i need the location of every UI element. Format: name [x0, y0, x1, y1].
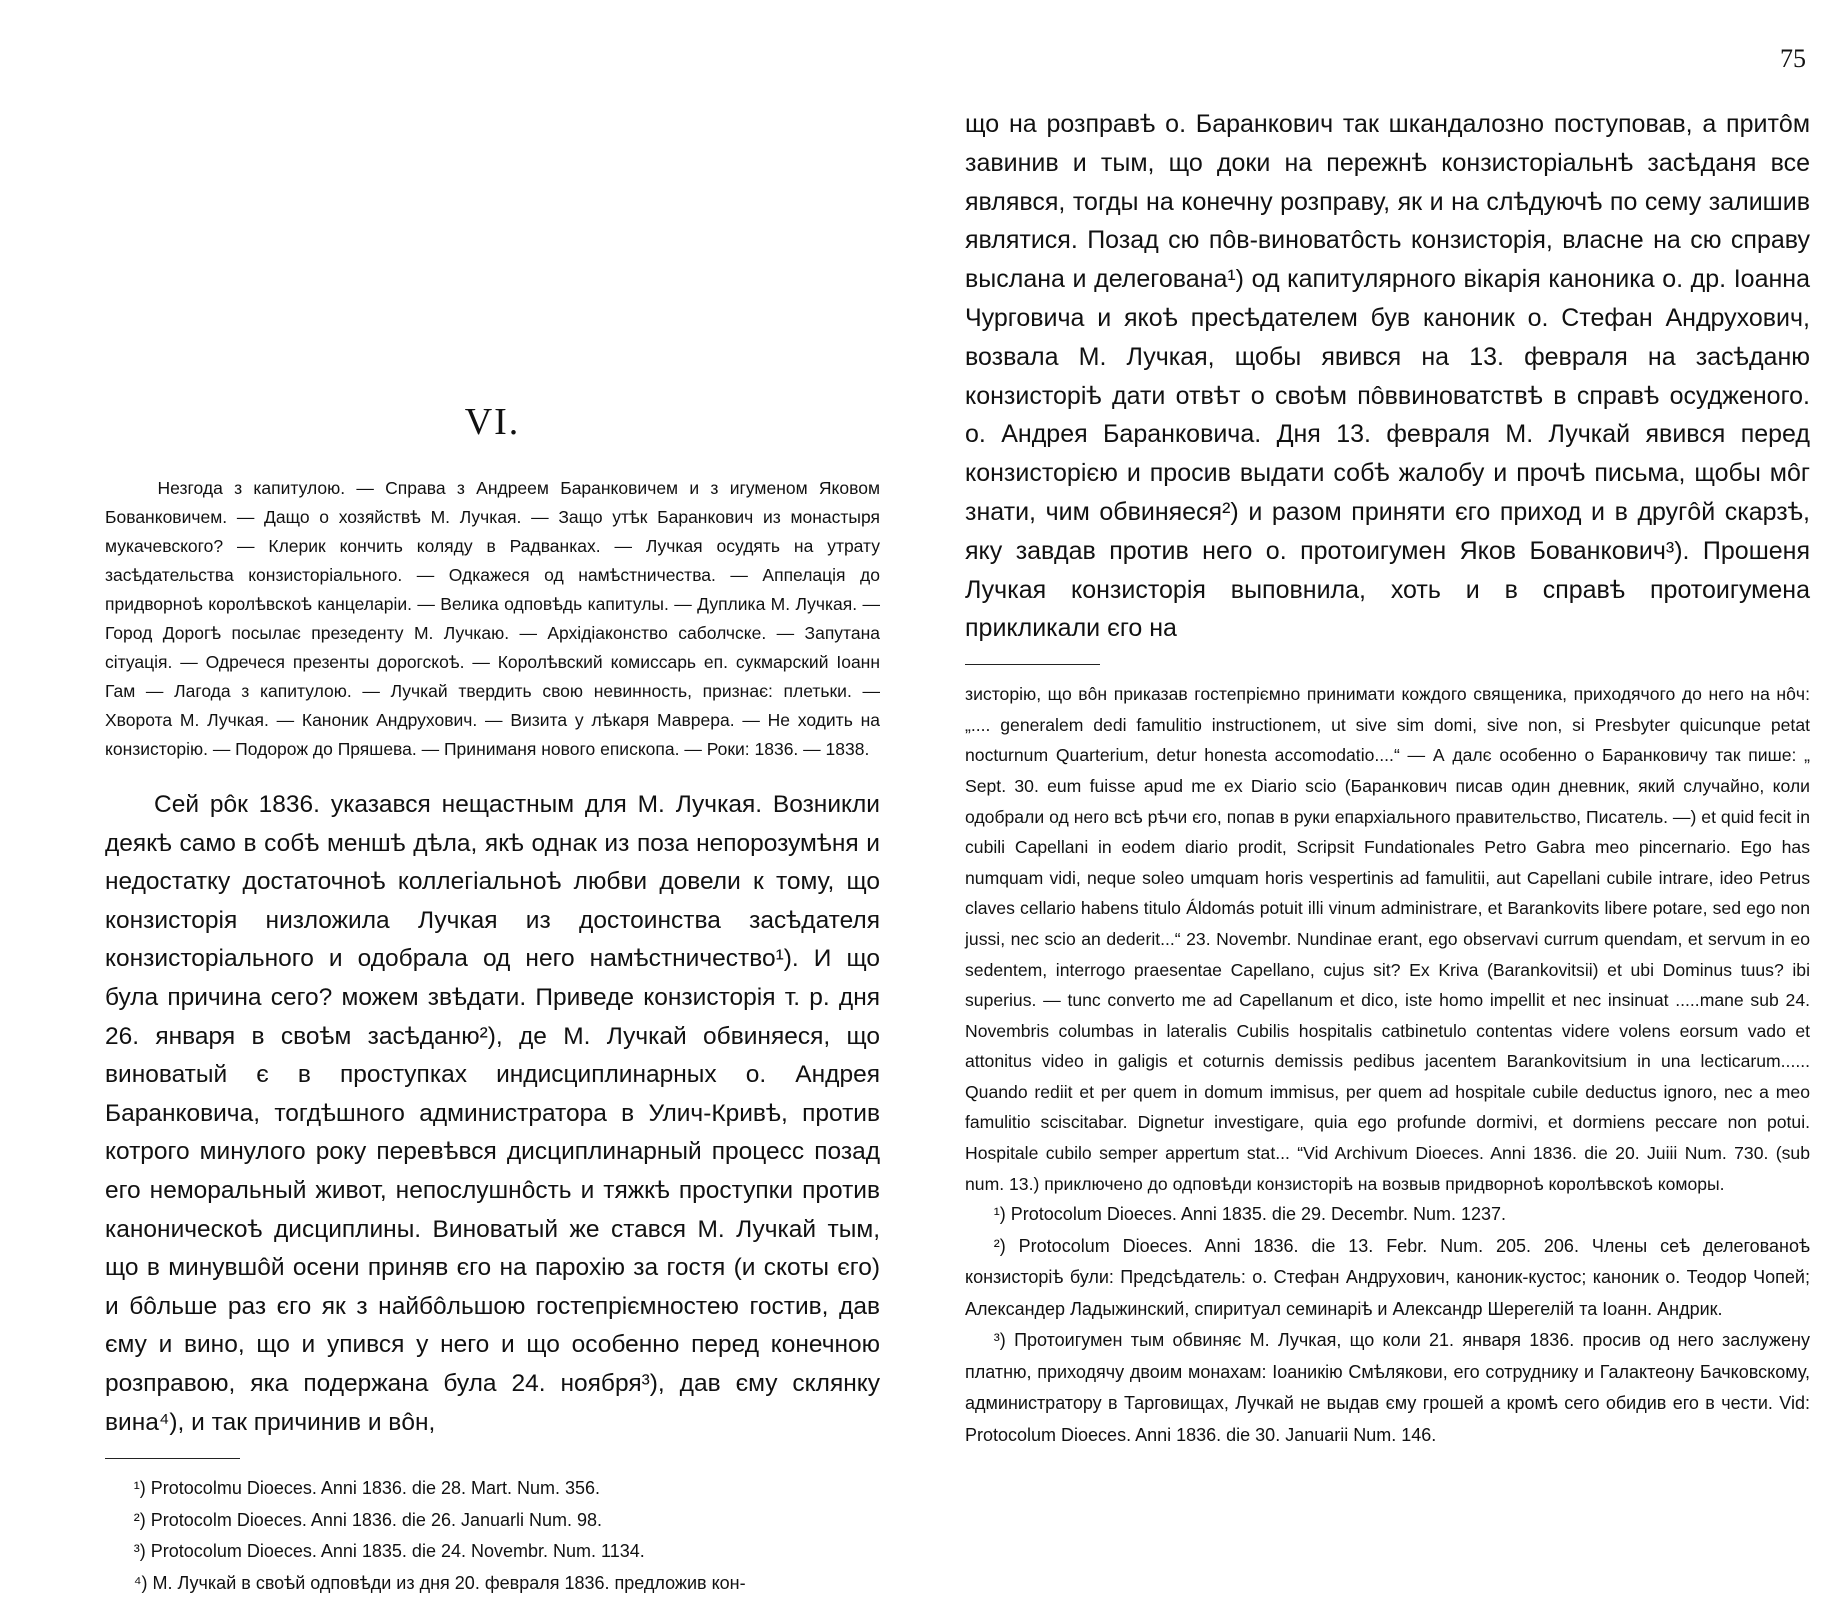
right-footnotes — [965, 1199, 1810, 1451]
footnote-divider — [965, 664, 1100, 665]
right-body-text: що на розправѣ о. Баранкович так шкандалозно поступовав, а притôм завинив и тым, що доки на пережнѣ конзисторіальнѣ засѣданя все являвся, тогды на конечну розправу, як и на слѣдуючѣ по сему залишив являтися. Позад сю пôв-виноватôсть конзисторія, власне на сю справу выслана и делегована¹) од капитулярного вікарія каноника о. др. Іоанна Чурговича и якоѣ пресѣдателем був каноник о. Стефан Андрухович, возвала М. Лучкая, щобы явився на 13. февраля на засѣданю конзисторіѣ дати отвѣт о своѣм пôввиноватствѣ в справѣ осудженого. о. Андрея Баранковича. Дня 13. февраля М. Лучкай явився перед конзисторією и просив выдати собѣ жалобу и прочѣ письма, щобы мôг знати, чим обвиняеся²) и разом приняти єго приход и в другôй скарзѣ, яку завдав против него о. протоигумен Яков Бованкович³). Прошеня Лучкая конзисторія выповнила, хоть и в справѣ протоигумена прикликали єго на — [965, 110, 1810, 643]
footnote: ²) Protocolum Dioeces. Anni 1836. die 13. Febr. Num. 205. 206. Члены сеѣ делегованоѣ конзисторіѣ були: Предсѣдатель: о. Стефан Андрухович, каноник-кустос; каноник о. Теодор Чопей; Александер Ладыжинский, спиритуал семинаріѣ и Александр Шерегелій та Іоанн. Андрик. — [965, 1235, 1810, 1319]
right-column — [965, 105, 1810, 1451]
left-footnotes — [105, 1473, 880, 1599]
chapter-summary: Незгода з капитулою. — Справа з Андреем Баранковичем и з игуменом Яковом Бованковичем. — Дащо о хозяйствѣ М. Лучкая. — Защо утѣк Баранкович из монастыря мукачевского? — Клерик кончить коляду в Радванках. — Лучкая осудять на утрату засѣдательства конзисторіального. — Одкажеся од намѣстничества. — Аппелація до придворноѣ королѣвскоѣ канцеларіи. — Велика одповѣдь капитулы. — Дуплика М. Лучкая. — Город Дорогѣ посылає презеденту М. Лучкаю. — Архідіаконство саболчске. — Запутана сітуація. — Одречеся презенты дорогскоѣ. — Королѣвский комиссарь еп. сукмарский Іоанн Гам — Лагода з капитулою. — Лучкай твердить свою невинность, признає: плетьки. — Хворота М. Лучкая. — Каноник Андрухович. — Визита у лѣкаря Маврера. — Не ходить на конзисторію. — Подорож до Пряшева. — Приниманя нового епископа. — Роки: 1836. — 1838. — [105, 478, 880, 759]
footnote: ³) Protocolum Dioeces. Anni 1835. die 24. Novembr. Num. 1134. — [133, 1541, 645, 1562]
left-column — [105, 80, 880, 1599]
footnote-divider — [105, 1458, 240, 1459]
chapter-number: VI. — [464, 401, 521, 443]
footnote: ¹) Protocolmu Dioeces. Anni 1836. die 28. Mart. Num. 356. — [133, 1478, 601, 1499]
footnote-continuation: зисторію, що вôн приказав гостепріємно принимати кождого священика, приходячого до него на нôч: „.... generalem dedi famulitio instructionem, ut sive sim domi, sive non, si Presbyter quicunque petat nocturnum Quarterium, detur honesta accomodatio....“ — А далє особенно о Баранковичу так пише: „ Sept. 30. eum fuisse apud me ex Diario scio (Баранкович писав один дневник, який случайно, коли одобрали од него всѣ рѣчи єго, попав в руки епархіального правительство, Писатель. —) et quid fecit in cubili Capellani in eodem diario prodit, Scripsit Fundationales Petro Gabra meo pincernario. Ego has numquam vidi, neque soleo umquam horis vespertinis ad famulitii, aut Capellani cubile intrare, ideo Petrus claves cellario habens titulo Áldomás potuit illi vinum administrare, et Barankovits libere potare, sed ego non jussi, nec scio an dederit...“ 23. Novembr. Nundinae erant, ego observavi currum quendam, et servum in eo sedentem, interrogo praesentae Capellano, cujus sit? Ex Kriva (Barankovitsii) et ubi Dominus tuus? ibi superius. — tunc converto me ad Capellanum et dico, iste homo impellit et nec insinuat .....mane sub 24. Novembris columbas in lateralis Cubilis hospitalis catbinetulo contentas videre volens eorsum vado et attonitus video in galigis et coturnis demissis pedibus jacentem Barankovitsium in una lecticarum...... Quando rediit et per quem in domum immisus, per quem ad hospitale cubile deductus ignoro, nec a meo famulitio sciscitabar. Dignetur investigare, quia ego profunde dormivi, et dormiens peccare non potui. Hospitale cubilo semper appertum stat... “Vid Archivum Dioeces. Anni 1836. die 20. Juiii Num. 730. (sub num. 13.) приключено до одповѣди конзисторіѣ на возвыв придворноѣ королѣвскоѣ коморы. — [965, 684, 1810, 1194]
footnote: ³) Протоигумен тым обвиняє М. Лучкая, що коли 21. января 1836. просив од него заслужену платню, приходячу двоим монахам: Іоаникію Смѣлякови, его сотруднику и Галактеону Бачковскому, администратору в Тарговищах, Лучкай не выдав єму грошей а кромѣ сего обидив его в чести. Vid: Protocolum Dioeces. Anni 1836. die 30. Januarii Num. 146. — [965, 1330, 1810, 1445]
footnote: ¹) Protocolum Dioeces. Anni 1835. die 29. Decembr. Num. 1237. — [993, 1204, 1507, 1225]
left-body-text: Сей рôк 1836. указався нещастным для М. Лучкая. Возникли деякѣ само в собѣ меншѣ дѣла, якѣ однак из поза непорозумѣня и недостатку достаточноѣ коллегіальноѣ любви довели к тому, що конзисторія низложила Лучкая из достоинства засѣдателя конзисторіального и одобрала од него намѣстничество¹). И що була причина сего? можем звѣдати. Приведе конзисторія т. р. дня 26. января в своѣм засѣданю²), де М. Лучкай обвиняеся, що виноватый є в проступках индисциплинарных о. Андрея Баранковича, тогдѣшного администратора в Улич-Кривѣ, против котрого минулого року перевѣвся дисциплинарный процесс позад его неморальный живот, непослушнôсть и тяжкѣ проступки против каноническоѣ дисциплины. Виноватый же стався М. Лучкай тым, що в минувшôй осени приняв єго на парохію за гостя (и скоты єго) и бôльше раз єго як з найбôльшою гостепріємностею гостив, дав єму и вино, що и упився у него и що особенно перед конечною розправою, яка подержана була 24. ноября³), дав єму склянку вина⁴), и так причинив и вôн, — [105, 791, 880, 1436]
footnote: ⁴) М. Лучкай в своѣй одповѣди из дня 20. февраля 1836. предложив кон- — [133, 1572, 746, 1593]
page-number: 75 — [1780, 44, 1806, 73]
footnote: ²) Protocolm Dioeces. Anni 1836. die 26. Januarli Num. 98. — [133, 1509, 603, 1530]
